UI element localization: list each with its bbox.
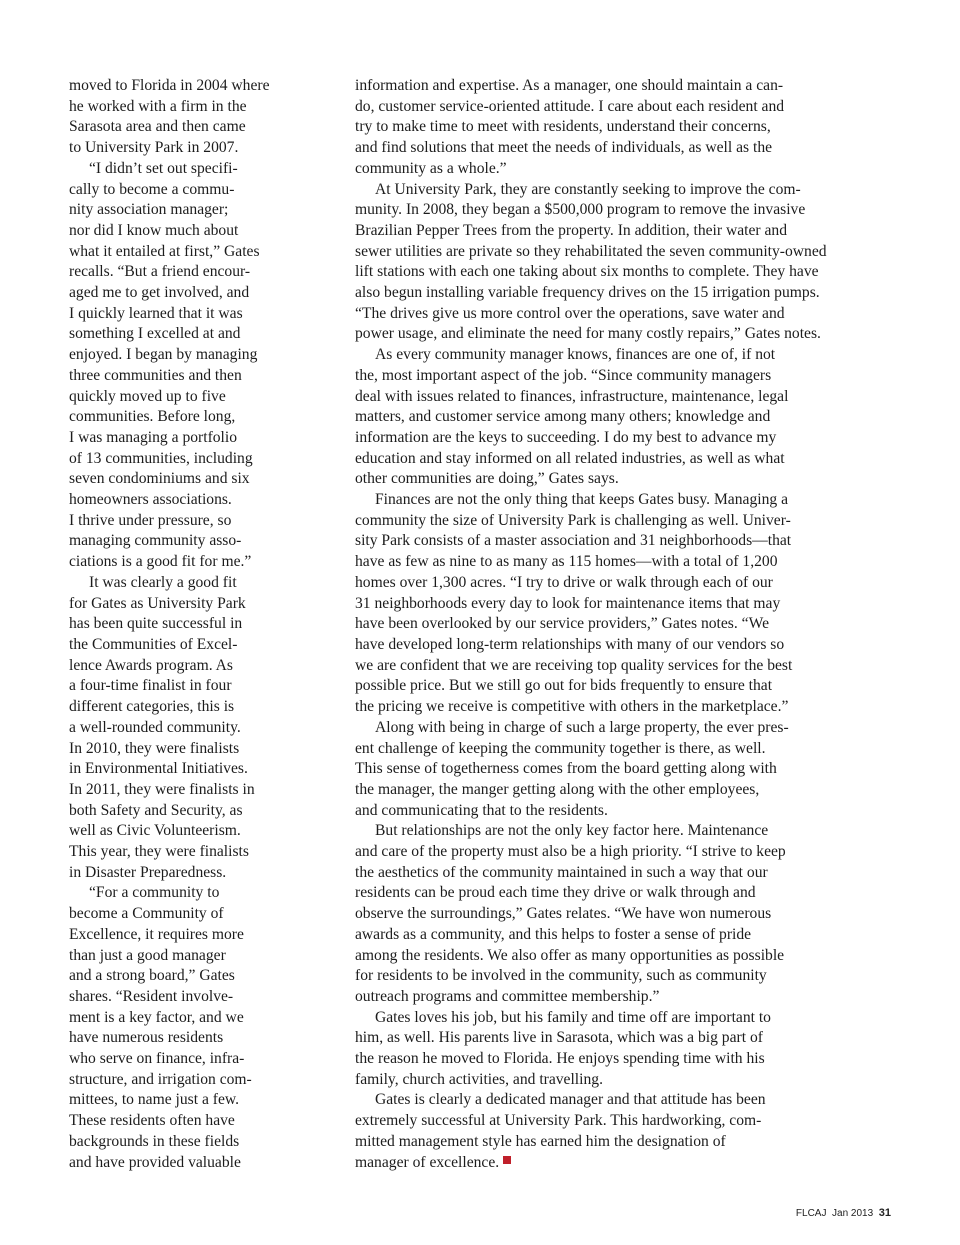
text-line: and communicating that to the residents. — [355, 801, 608, 819]
article-column-left — [69, 76, 299, 1173]
text-line: But relationships are not the only key factor here. Maintenance — [375, 822, 769, 840]
text-line: three communities and then — [69, 366, 242, 384]
text-line: shares. “Resident involve- — [69, 987, 234, 1005]
text-line: information are the keys to succeeding. I do my best to advance my — [355, 428, 777, 446]
text-line: residents can be proud each time they drive or walk through and — [355, 884, 756, 902]
text-line: power usage, and eliminate the need for many costly repairs,” Gates notes. — [355, 325, 821, 343]
text-line: backgrounds in these fields — [69, 1132, 240, 1150]
text-line: Finances are not the only thing that keeps Gates busy. Managing a — [375, 491, 788, 509]
text-line: the, most important aspect of the job. “Since community managers — [355, 366, 772, 384]
text-line: In 2010, they were finalists — [69, 739, 240, 757]
text-line: seven condominiums and six — [69, 470, 250, 488]
text-line: These residents often have — [69, 1112, 235, 1130]
text-line: for Gates as University Park — [69, 594, 246, 612]
text-line: sewer utilities are private so they rehabilitated the seven community-owned — [355, 242, 827, 260]
text-line: both Safety and Security, as — [69, 801, 243, 819]
text-line: in Environmental Initiatives. — [69, 760, 248, 778]
text-line: munity. In 2008, they began a $500,000 program to remove the invasive — [355, 201, 806, 219]
text-line: This year, they were finalists — [69, 843, 249, 861]
text-line: enjoyed. I began by managing — [69, 346, 258, 364]
text-line: mitted management style has earned him the designation of — [355, 1132, 726, 1150]
text-line: among the residents. We also offer as many opportunities as possible — [355, 946, 785, 964]
text-line: managing community asso- — [69, 532, 242, 550]
text-line: do, customer service-oriented attitude. I care about each resident and — [355, 97, 785, 115]
text-line: This sense of togetherness comes from the board getting along with — [355, 760, 777, 778]
text-line: education and stay informed on all related industries, as well as what — [355, 449, 785, 467]
text-line: community the size of University Park is challenging as well. Univer- — [355, 511, 791, 529]
text-line: structure, and irrigation com- — [69, 1070, 252, 1088]
text-line: homes over 1,300 acres. “I try to drive or walk through each of our — [355, 573, 773, 591]
text-line: have developed long-term relationships with many of our vendors so — [355, 635, 785, 653]
text-line: have numerous residents — [69, 1029, 224, 1047]
text-line: to University Park in 2007. — [69, 139, 239, 157]
page-footer — [796, 1207, 891, 1219]
text-line: and find solutions that meet the needs of individuals, as well as the — [355, 139, 773, 157]
end-of-article-mark — [503, 1156, 511, 1164]
text-line: nity association manager; — [69, 201, 229, 219]
text-line: sity Park consists of a master association and 31 neighborhoods—that — [355, 532, 792, 550]
text-line: have been overlooked by our service providers,” Gates notes. “We — [355, 615, 769, 633]
text-line: Gates is clearly a dedicated manager and that attitude has been — [375, 1091, 766, 1109]
text-line: I quickly learned that it was — [69, 304, 243, 322]
text-line: homeowners associations. — [69, 491, 232, 509]
text-line: At University Park, they are constantly seeking to improve the com- — [375, 180, 801, 198]
text-line: a four-time finalist in four — [69, 677, 232, 695]
text-line: the pricing we receive is competitive with others in the marketplace.” — [355, 698, 789, 716]
article-column-right — [355, 76, 875, 1173]
page-number: 31 — [878, 1207, 891, 1219]
text-line: 31 neighborhoods every day to look for maintenance items that may — [355, 594, 781, 612]
text-line: In 2011, they were finalists in — [69, 780, 255, 798]
text-line: ciations is a good fit for me.” — [69, 553, 252, 571]
text-line: we are confident that we are receiving top quality services for the best — [355, 656, 793, 674]
text-line: deal with issues related to finances, infrastructure, maintenance, legal — [355, 387, 789, 405]
text-line: I was managing a portfolio — [69, 428, 238, 446]
text-line: moved to Florida in 2004 where — [69, 77, 270, 94]
text-line: awards as a community, and this helps to foster a sense of pride — [355, 925, 752, 943]
text-line: family, church activities, and travelling. — [355, 1070, 603, 1088]
text-line: “For a community to — [89, 884, 220, 902]
text-line: nor did I know much about — [69, 221, 239, 239]
text-line: than just a good manager — [69, 946, 226, 964]
text-line: who serve on finance, infra- — [69, 1050, 245, 1068]
text-line: communities. Before long, — [69, 408, 236, 426]
text-line: and care of the property must also be a high priority. “I strive to keep — [355, 843, 786, 861]
text-line: outreach programs and committee membership.” — [355, 987, 660, 1005]
text-line: possible price. But we still go out for bids frequently to ensure that — [355, 677, 773, 695]
text-line: Along with being in charge of such a large property, the ever pres- — [375, 718, 789, 736]
text-line: different categories, this is — [69, 698, 235, 716]
footer-publication: FLCAJ — [795, 1208, 827, 1219]
text-line: manager of excellence. — [355, 1153, 875, 1174]
text-line: he worked with a firm in the — [69, 97, 247, 115]
text-line: lence Awards program. As — [69, 656, 233, 674]
text-line: extremely successful at University Park. This hardworking, com- — [355, 1112, 762, 1130]
text-line: the aesthetics of the community maintained in such a way that our — [355, 863, 768, 881]
text-line: well as Civic Volunteerism. — [69, 822, 241, 840]
text-line: ent challenge of keeping the community together is there, as well. — [355, 739, 766, 757]
text-line: recalls. “But a friend encour- — [69, 263, 251, 281]
text-line: “I didn’t set out specifi- — [89, 159, 238, 177]
text-line: other communities are doing,” Gates says. — [355, 470, 619, 488]
text-line: of 13 communities, including — [69, 449, 253, 467]
text-line: in Disaster Preparedness. — [69, 863, 227, 881]
text-line: cally to become a commu- — [69, 180, 235, 198]
text-line: him, as well. His parents live in Sarasota, which was a big part of — [355, 1029, 763, 1047]
text-line: Gates loves his job, but his family and time off are important to — [375, 1008, 771, 1026]
text-line: I thrive under pressure, so — [69, 511, 232, 529]
text-line: Sarasota area and then came — [69, 118, 246, 136]
text-line: As every community manager knows, finances are one of, if not — [375, 346, 776, 364]
text-line: aged me to get involved, and — [69, 284, 250, 302]
text-line: and have provided valuable — [69, 1153, 241, 1171]
text-line: the reason he moved to Florida. He enjoys spending time with his — [355, 1050, 765, 1068]
text-line: has been quite successful in — [69, 615, 243, 633]
text-line: “The drives give us more control over the operations, save water and — [355, 304, 785, 322]
text-line: also begun installing variable frequency drives on the 15 irrigation pumps. — [355, 284, 820, 302]
text-line: It was clearly a good fit — [89, 573, 237, 591]
text-line: the Communities of Excel- — [69, 635, 238, 653]
text-line: community as a whole.” — [355, 159, 507, 177]
text-line: Excellence, it requires more — [69, 925, 244, 943]
text-line: have as few as nine to as many as 115 homes—with a total of 1,200 — [355, 553, 778, 571]
text-line: matters, and customer service among many others; knowledge and — [355, 408, 771, 426]
text-line: ment is a key factor, and we — [69, 1008, 244, 1026]
text-line: quickly moved up to five — [69, 387, 226, 405]
text-line: try to make time to meet with residents, understand their concerns, — [355, 118, 771, 136]
footer-issue: Jan 2013 — [832, 1208, 874, 1219]
text-line: mittees, to name just a few. — [69, 1091, 240, 1109]
text-line: something I excelled at and — [69, 325, 241, 343]
text-line: and a strong board,” Gates — [69, 967, 235, 985]
text-line: what it entailed at first,” Gates — [69, 242, 260, 260]
text-line: become a Community of — [69, 905, 224, 923]
text-line: information and expertise. As a manager, one should maintain a can- — [355, 77, 784, 94]
text-line: the manager, the manger getting along with the other employees, — [355, 780, 760, 798]
text-line: observe the surroundings,” Gates relates. “We have won numerous — [355, 905, 772, 923]
text-line: Brazilian Pepper Trees from the property. In addition, their water and — [355, 221, 788, 239]
text-line: a well-rounded community. — [69, 718, 241, 736]
text-line: lift stations with each one taking about six months to complete. They have — [355, 263, 819, 281]
text-line: for residents to be involved in the community, such as community — [355, 967, 767, 985]
